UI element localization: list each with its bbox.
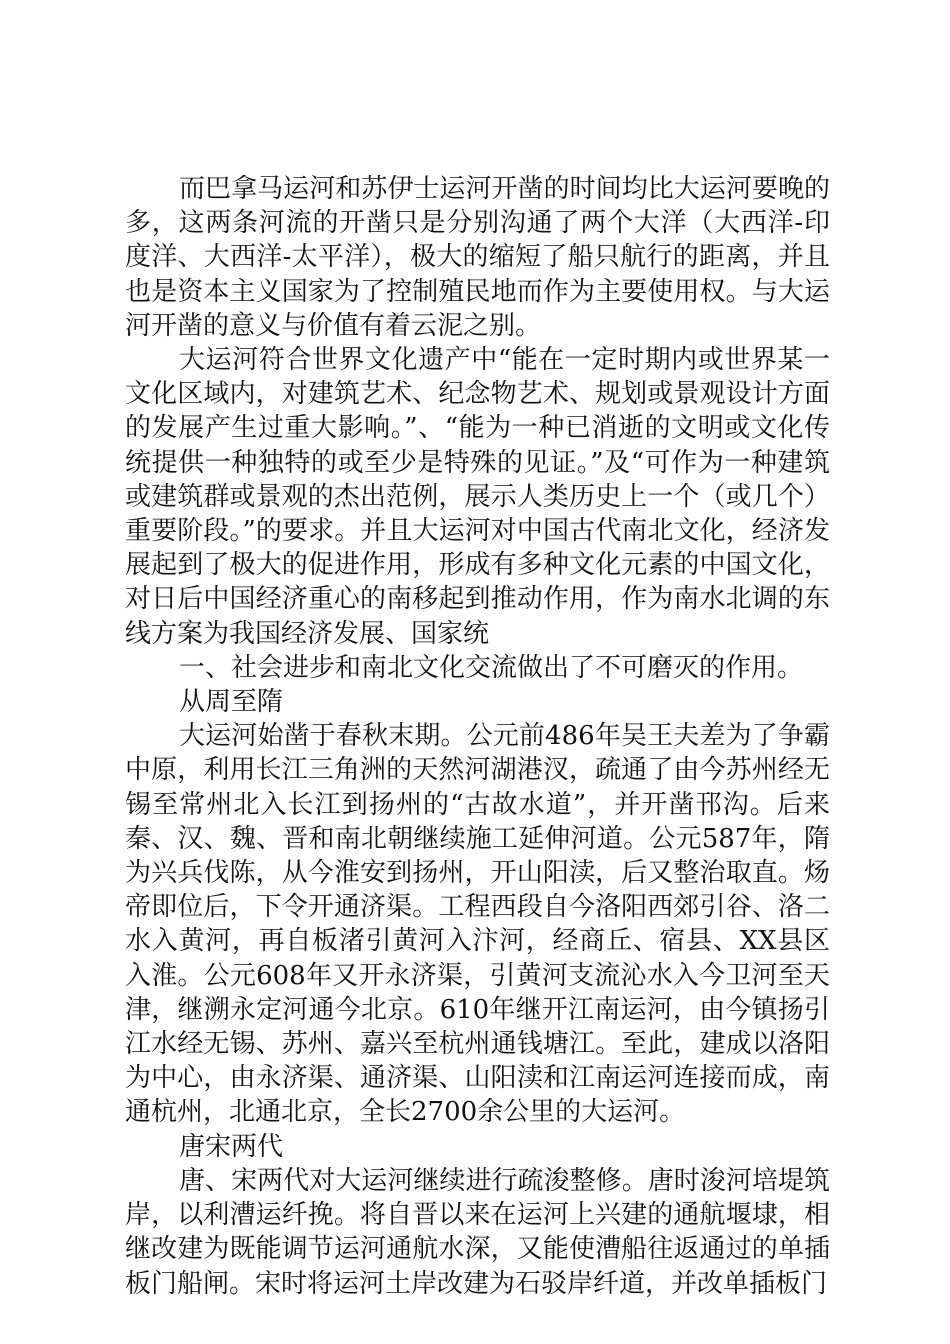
paragraph-zhou-to-sui: 大运河始凿于春秋末期。公元前486年吴王夫差为了争霸中原，利用长江三角洲的天然河湖港汊，疏通了由今苏州经无锡至常州北入长江到扬州的“古故水道”，并开凿邗沟。后来秦、汉、魏、晋和南北朝继续施工延伸河道。公元587年，隋为兴兵伐陈，从今淮安到扬州，开山阳渎，后又整治取直。炀帝即位后，下令开通济渠。工程西段自今洛阳西郊引谷、洛二水入黄河，再自板渚引黄河入汴河，经商丘、宿县、XX县区入淮。公元608年又开永济渠，引黄河支流沁水入今卫河至天津，继溯永定河通今北京。610年继开江南运河，由今镇扬引江水经无锡、苏州、嘉兴至杭州通钱塘江。至此，建成以洛阳为中心，由永济渠、通济渠、山阳渎和江南运河连接而成，南通杭州，北通北京，全长2700余公里的大运河。	[125, 721, 830, 1128]
section-heading-tang-song: 唐宋两代	[179, 1131, 284, 1162]
section-heading-social-progress: 一、社会进步和南北文化交流做出了不可磨灭的作用。	[179, 652, 804, 683]
paragraph-world-heritage: 大运河符合世界文化遗产中“能在一定时期内或世界某一文化区域内，对建筑艺术、纪念物艺术、规划或景观设计方面的发展产生过重大影响。”、“能为一种已消逝的文明或文化传统提供一种独特的或至少是特殊的见证。”及“可作为一种建筑或建筑群或景观的杰出范例，展示人类历史上一个（或几个）重要阶段。”的要求。并且大运河对中国古代南北文化，经济发展起到了极大的促进作用，形成有多种文化元素的中国文化，对日后中国经济重心的南移起到推动作用，作为南水北调的东线方案为我国经济发展、国家统	[125, 345, 830, 649]
document-page	[125, 172, 830, 1301]
section-heading-zhou-to-sui: 从周至隋	[179, 687, 284, 718]
paragraph-tang-song: 唐、宋两代对大运河继续进行疏浚整修。唐时浚河培堤筑岸，以利漕运纤挽。将自晋以来在运河上兴建的通航堰埭，相继改建为既能调节运河通航水深，又能使漕船往返通过的单插板门船闸。宋时将运河土岸改建为石驳岸纤道，并改单插板门	[125, 1165, 830, 1299]
paragraph-panama-suez: 而巴拿马运河和苏伊士运河开凿的时间均比大运河要晚的多，这两条河流的开凿只是分别沟通了两个大洋（大西洋-印度洋、大西洋-太平洋），极大的缩短了船只航行的距离，并且也是资本主义国家为了控制殖民地而作为主要使用权。与大运河开凿的意义与价值有着云泥之别。	[125, 174, 830, 341]
